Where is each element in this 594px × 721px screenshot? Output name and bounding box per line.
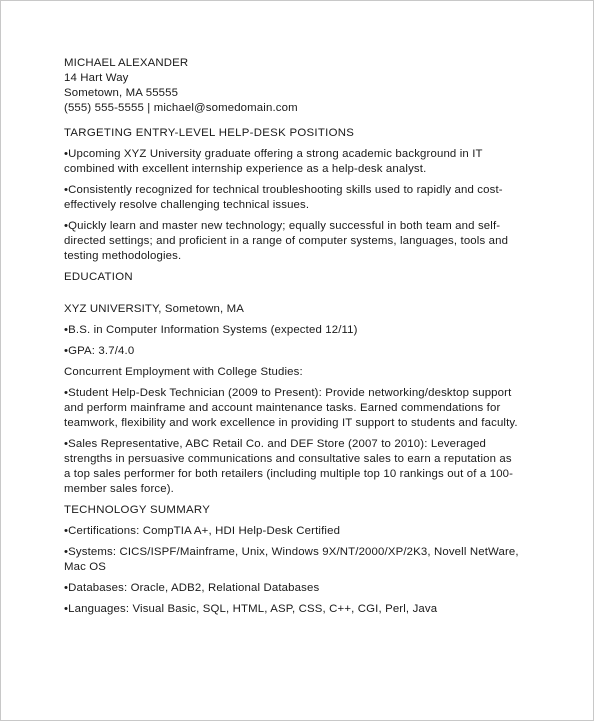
bullet-line: Mac OS xyxy=(64,561,107,573)
objective-bullet xyxy=(64,147,554,177)
bullet-line: effectively resolve challenging technical issues. xyxy=(64,199,310,211)
objective-bullet xyxy=(64,219,554,264)
bullet-line: and perform mainframe and account maintenance tasks. Earned commendations for xyxy=(64,402,501,414)
contact-line: (555) 555-5555 | michael@somedomain.com xyxy=(64,102,298,114)
contact-block xyxy=(64,56,556,116)
bullet-line: •Quickly learn and master new technology; equally successful in both team and self- xyxy=(64,220,501,232)
objective-bullet xyxy=(64,183,554,213)
systems-bullet xyxy=(64,545,554,575)
bullet-line: teamwork, flexibility and work excellence in providing IT support to students and faculty. xyxy=(64,417,518,429)
resume-content xyxy=(64,56,556,617)
bullet-line: •Consistently recognized for technical troubleshooting skills used to rapidly and cost- xyxy=(64,184,503,196)
bullet-line: a top sales performer for both retailers (including multiple top 10 rankings out of a 100- xyxy=(64,468,514,480)
gpa-line: •GPA: 3.7/4.0 xyxy=(64,345,135,357)
certifications-line: •Certifications: CompTIA A+, HDI Help-Desk Certified xyxy=(64,525,341,537)
employment-heading: Concurrent Employment with College Studies: xyxy=(64,366,303,378)
candidate-name: MICHAEL ALEXANDER xyxy=(64,57,189,69)
bullet-line: •Student Help-Desk Technician (2009 to Present): Provide networking/desktop support xyxy=(64,387,512,399)
bullet-line: •Sales Representative, ABC Retail Co. and DEF Store (2007 to 2010): Leveraged xyxy=(64,438,487,450)
spacer xyxy=(64,285,556,302)
bullet-line: directed settings; and proficient in a range of computer systems, languages, tools and xyxy=(64,235,509,247)
bullet-line: strengths in persuasive communications and consultative sales to earn a reputation as xyxy=(64,453,512,465)
degree-line: •B.S. in Computer Information Systems (expected 12/11) xyxy=(64,324,358,336)
bullet-line: member sales force). xyxy=(64,483,174,495)
spacer xyxy=(64,116,556,126)
bullet-line: •Upcoming XYZ University graduate offering a strong academic background in IT xyxy=(64,148,483,160)
bullet-line: combined with excellent internship experience as a help-desk analyst. xyxy=(64,163,427,175)
job-bullet xyxy=(64,437,554,497)
bullet-line: testing methodologies. xyxy=(64,250,182,262)
technology-heading: TECHNOLOGY SUMMARY xyxy=(64,504,211,516)
school-line: XYZ UNIVERSITY, Sometown, MA xyxy=(64,303,244,315)
address-line-1: 14 Hart Way xyxy=(64,72,129,84)
objective-heading: TARGETING ENTRY-LEVEL HELP-DESK POSITIONS xyxy=(64,127,355,139)
languages-line: •Languages: Visual Basic, SQL, HTML, ASP, CSS, C++, CGI, Perl, Java xyxy=(64,603,438,615)
bullet-line: •Systems: CICS/ISPF/Mainframe, Unix, Windows 9X/NT/2000/XP/2K3, Novell NetWare, xyxy=(64,546,519,558)
databases-line: •Databases: Oracle, ADB2, Relational Databases xyxy=(64,582,320,594)
education-heading: EDUCATION xyxy=(64,271,133,283)
job-bullet xyxy=(64,386,554,431)
address-line-2: Sometown, MA 55555 xyxy=(64,87,179,99)
